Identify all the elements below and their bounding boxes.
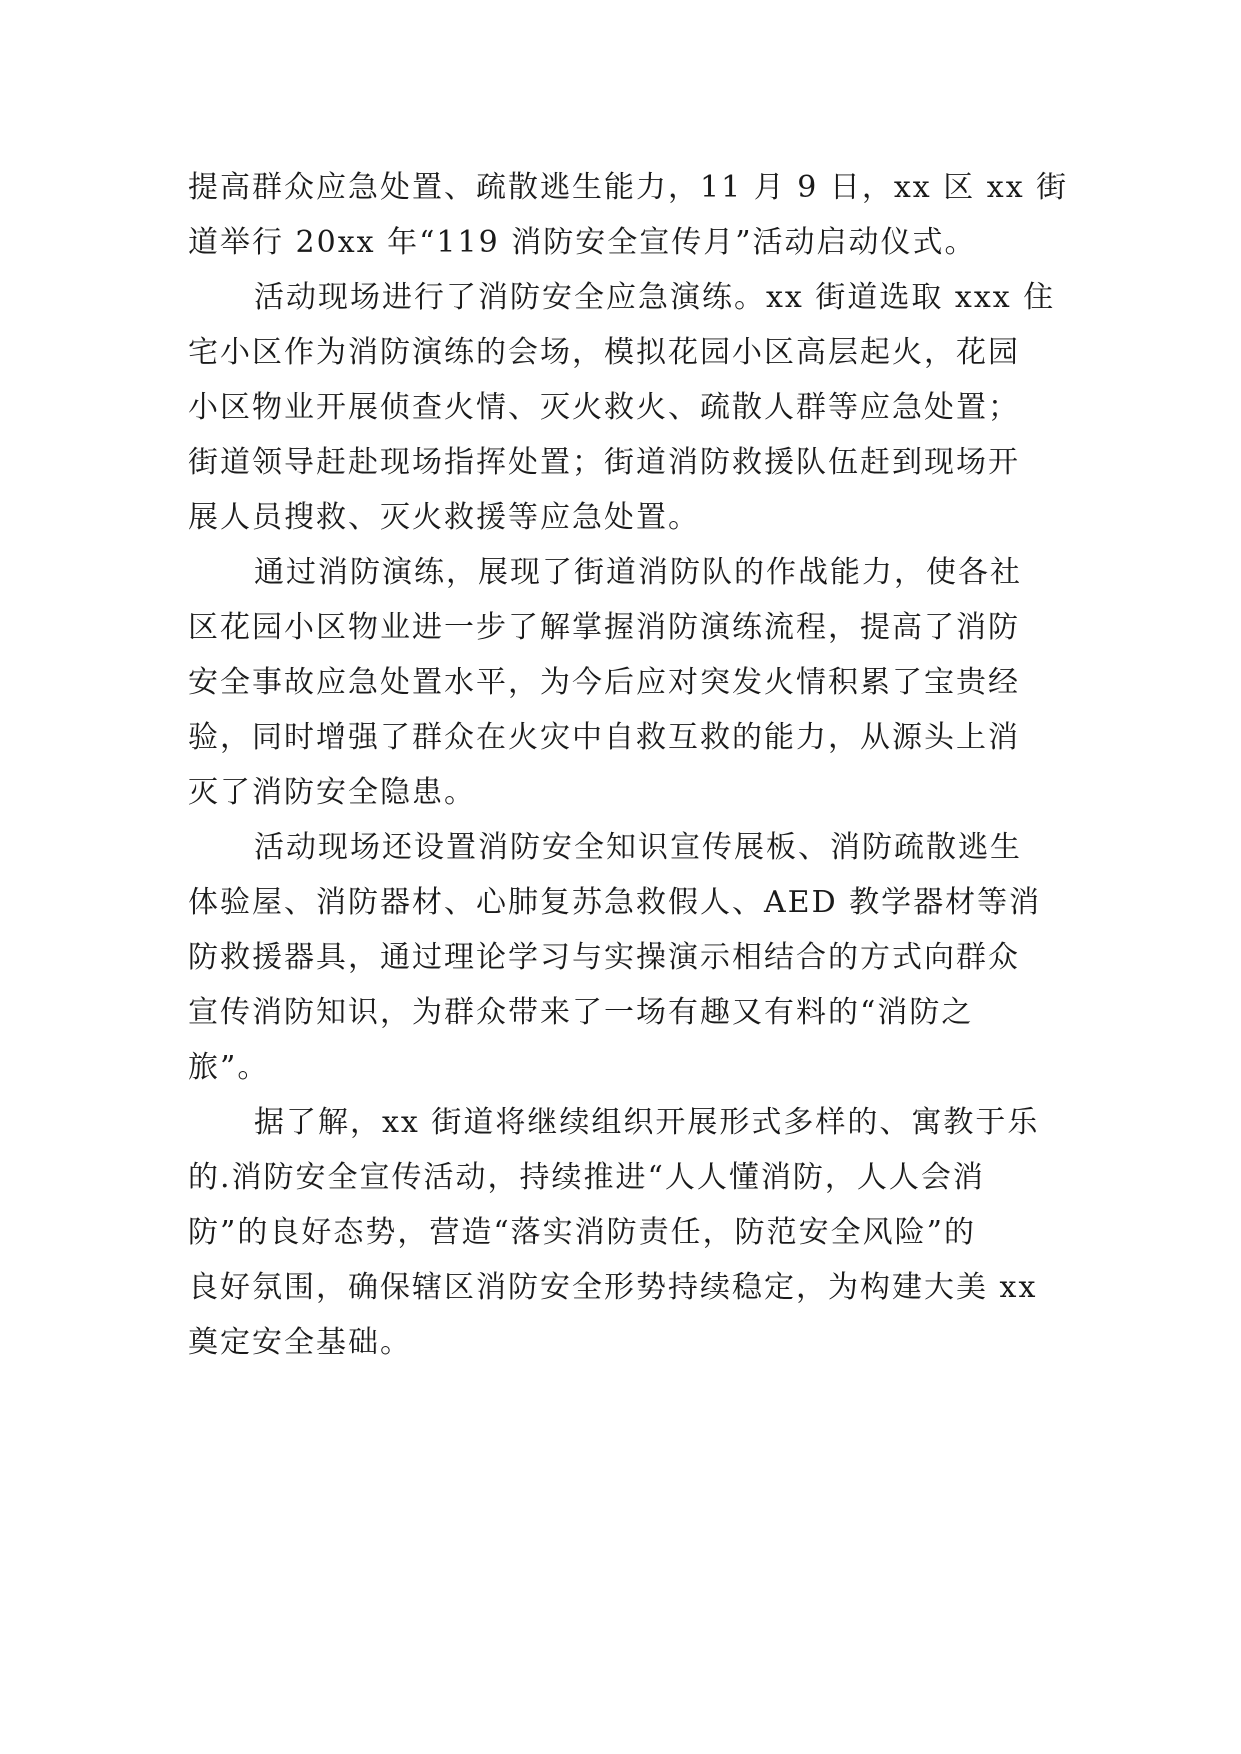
text-line: 旅”。 [188,1050,270,1085]
document-body [188,160,1068,1370]
text-line: 通过消防演练，展现了街道消防队的作战能力，使各社 [254,555,1022,590]
text-line: 良好氛围，确保辖区消防安全形势持续稳定，为构建大美 xx [188,1270,1038,1305]
text-line: 提高群众应急处置、疏散逃生能力，11 月 9 日，xx 区 xx 街 [188,170,1069,205]
text-line: 小区物业开展侦查火情、灭火救火、疏散人群等应急处置； [188,390,1020,425]
paragraph-3 [188,545,1068,820]
text-line: 体验屋、消防器材、心肺复苏急救假人、AED 教学器材等消 [188,885,1042,920]
text-line: 安全事故应急处置水平，为今后应对突发火情积累了宝贵经 [188,665,1020,700]
text-line: 展人员搜救、灭火救援等应急处置。 [188,500,700,535]
text-line: 街道领导赶赴现场指挥处置；街道消防救援队伍赶到现场开 [188,445,1020,480]
text-line: 道举行 20xx 年“119 消防安全宣传月”活动启动仪式。 [188,225,977,260]
text-line: 宅小区作为消防演练的会场，模拟花园小区高层起火，花园 [188,335,1020,370]
text-line: 防救援器具，通过理论学习与实操演示相结合的方式向群众 [188,940,1020,975]
text-line: 活动现场还设置消防安全知识宣传展板、消防疏散逃生 [254,830,1022,865]
paragraph-4 [188,820,1068,1095]
text-line: 区花园小区物业进一步了解掌握消防演练流程，提高了消防 [188,610,1020,645]
paragraph-5 [188,1095,1068,1370]
paragraph-2 [188,270,1068,545]
text-line: 防”的良好态势，营造“落实消防责任，防范安全风险”的 [188,1215,977,1250]
text-line: 灭了消防安全隐患。 [188,775,476,810]
paragraph-1 [188,160,1068,270]
text-line: 活动现场进行了消防安全应急演练。xx 街道选取 xxx 住 [254,280,1056,315]
text-line: 的.消防安全宣传活动，持续推进“人人懂消防，人人会消 [188,1160,985,1195]
text-line: 奠定安全基础。 [188,1325,412,1360]
text-line: 据了解，xx 街道将继续组织开展形式多样的、寓教于乐 [254,1105,1040,1140]
text-line: 验，同时增强了群众在火灾中自救互救的能力，从源头上消 [188,720,1020,755]
text-line: 宣传消防知识，为群众带来了一场有趣又有料的“消防之 [188,995,974,1030]
